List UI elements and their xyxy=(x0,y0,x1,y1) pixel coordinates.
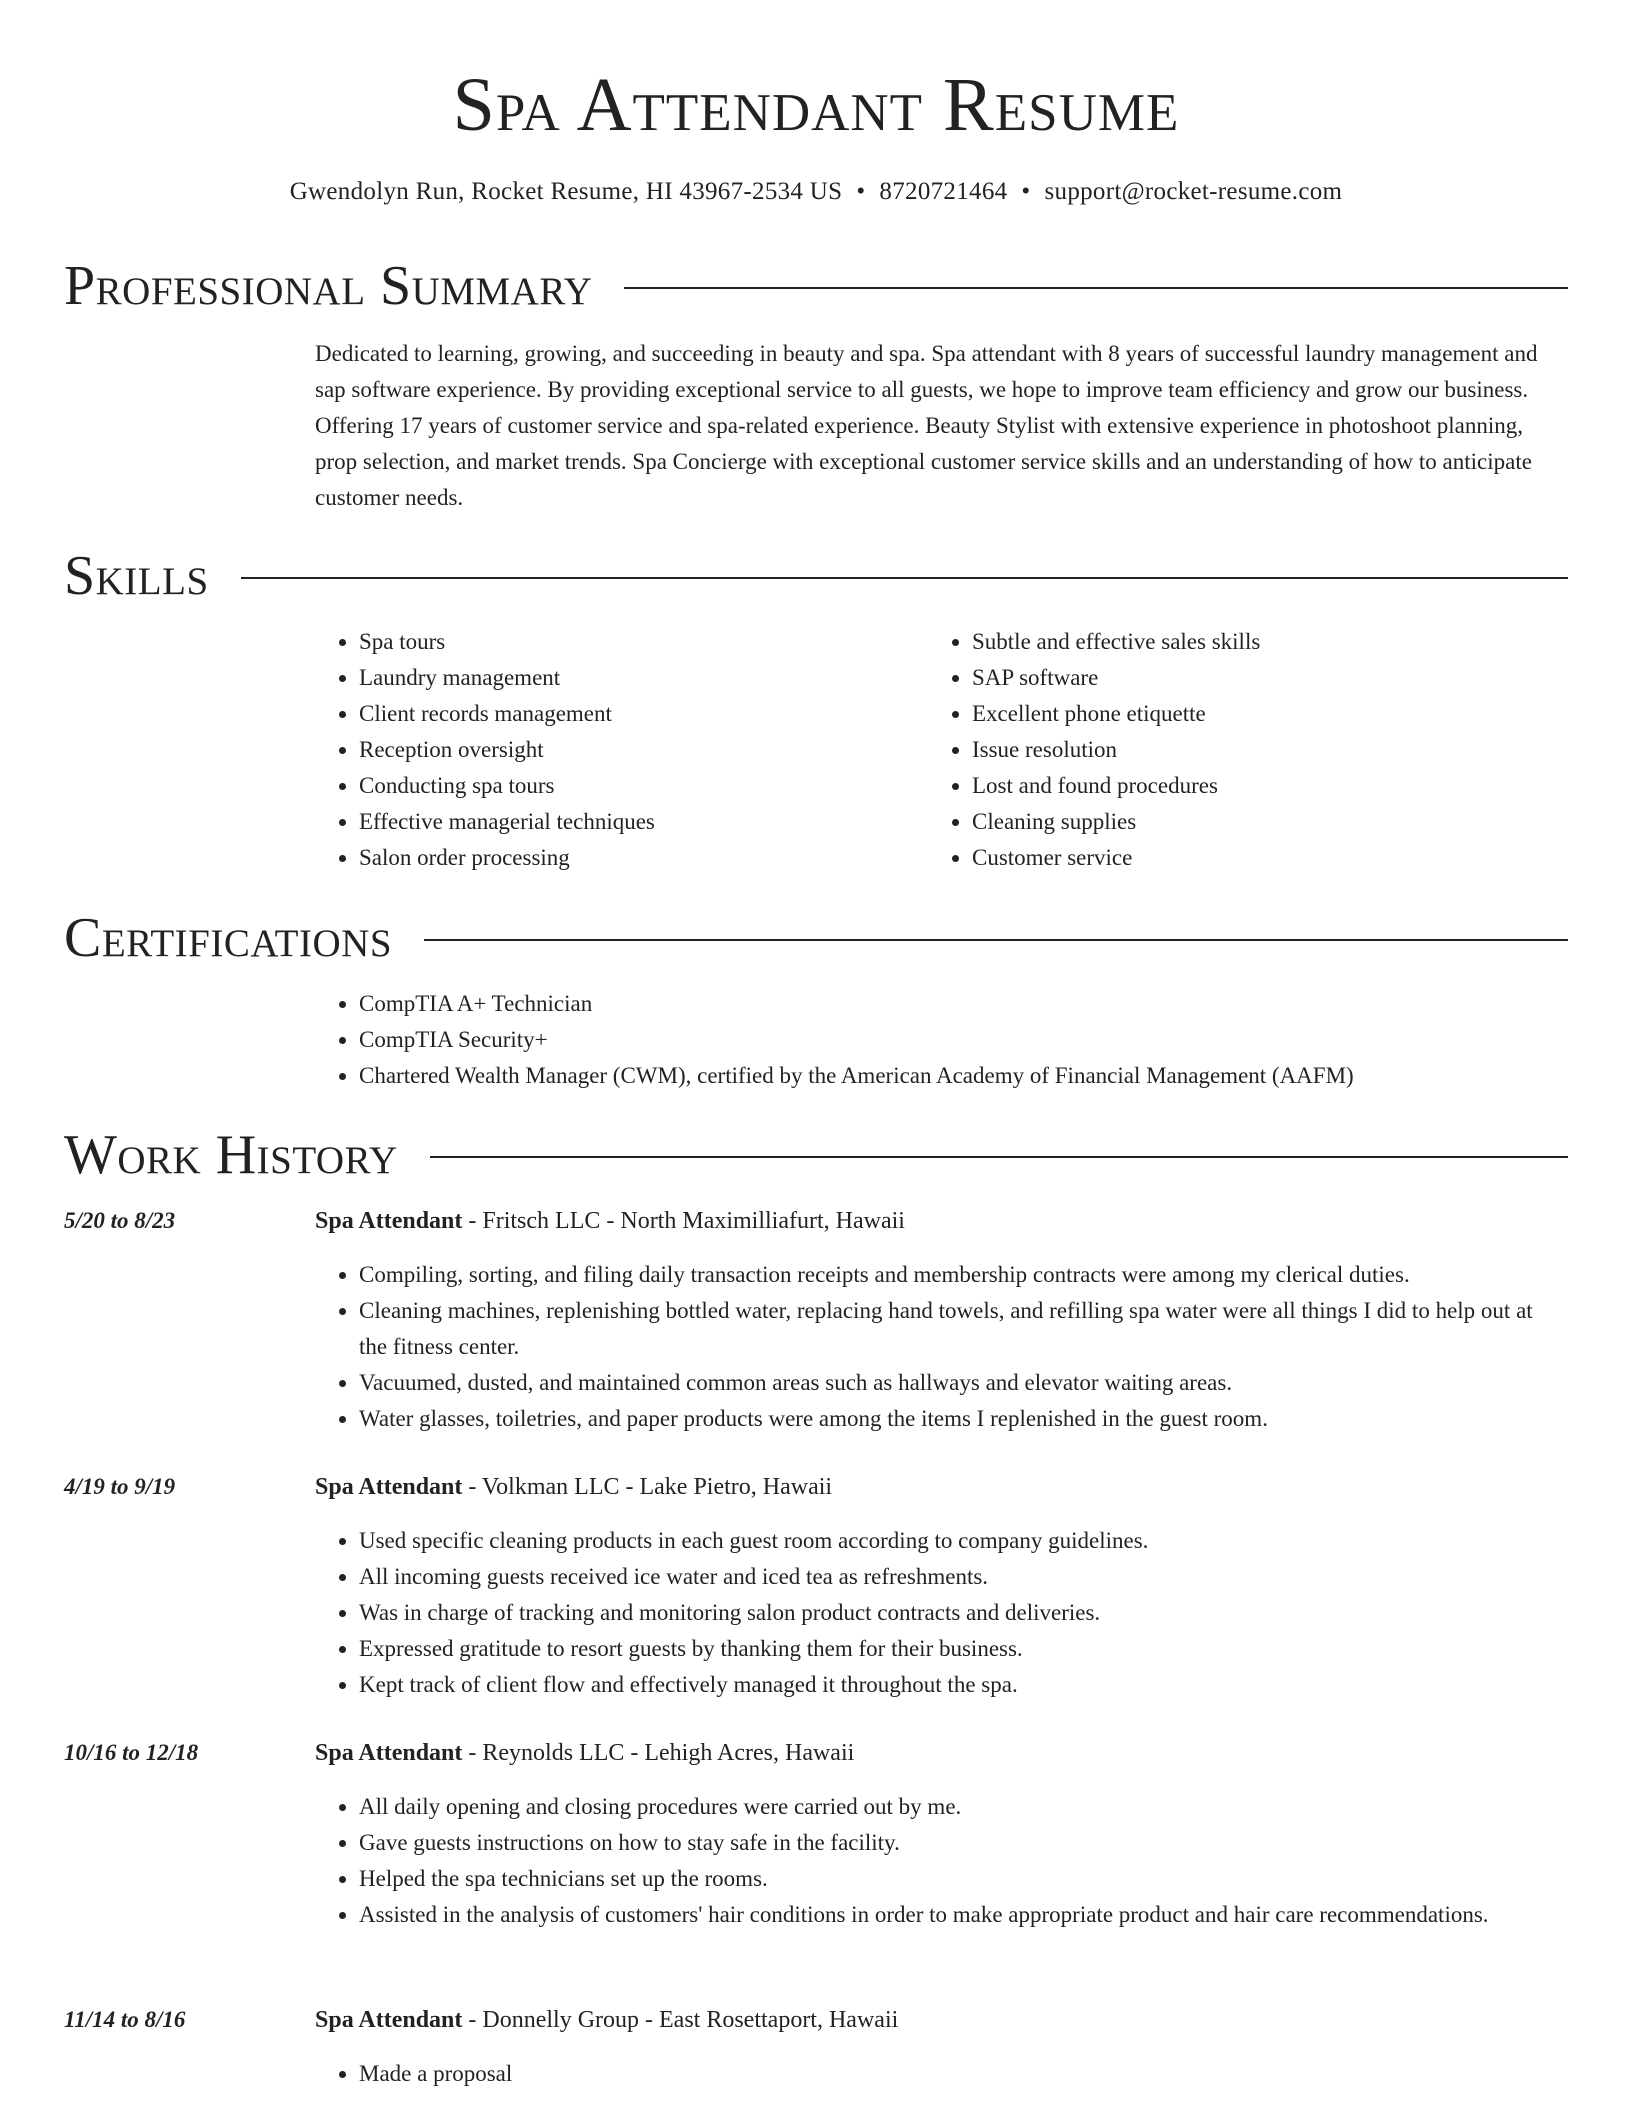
list-item: • Excellent phone etiquette xyxy=(972,696,1508,732)
list-item: • SAP software xyxy=(972,660,1508,696)
resume-title: Spa Attendant Resume xyxy=(452,63,1180,147)
list-item: • Chartered Wealth Manager (CWM), certified by the American Academy of Financial Management (AAFM) xyxy=(359,1058,1540,1094)
skills-list-left xyxy=(315,624,895,876)
list-item: • All incoming guests received ice water and iced tea as refreshments. xyxy=(359,1559,1545,1595)
contact-separator: • xyxy=(1021,178,1031,205)
section-divider xyxy=(430,1156,1568,1158)
job-employer-location: - Fritsch LLC - North Maximilliafurt, Hawaii xyxy=(462,1208,905,1234)
section-divider xyxy=(424,939,1568,941)
job-dates: 4/19 to 9/19 xyxy=(64,1474,176,1499)
contact-line xyxy=(0,174,1632,210)
section-title: Professional Summary xyxy=(64,255,593,317)
list-item: • Spa tours xyxy=(359,624,895,660)
job-dates: 5/20 to 8/23 xyxy=(64,1208,176,1233)
list-item: • Subtle and effective sales skills xyxy=(972,624,1508,660)
list-item: • Assisted in the analysis of customers' hair conditions in order to make appropriate product and hair care recommendations. xyxy=(359,1897,1545,1933)
job-employer-location: - Volkman LLC - Lake Pietro, Hawaii xyxy=(462,1474,833,1500)
list-item: • Cleaning machines, replenishing bottled water, replacing hand towels, and refilling spa water were all things I did to help out at the fitness center. xyxy=(359,1293,1545,1365)
list-item: • Compiling, sorting, and filing daily transaction receipts and membership contracts were among my clerical duties. xyxy=(359,1257,1545,1293)
list-item: • CompTIA Security+ xyxy=(359,1022,1540,1058)
job-heading xyxy=(315,2002,898,2038)
job-heading xyxy=(315,1735,854,1771)
certifications-list xyxy=(315,986,1540,1094)
list-item: • Made a proposal xyxy=(359,2056,1545,2092)
list-item: • Reception oversight xyxy=(359,732,895,768)
section-title: Certifications xyxy=(64,907,393,969)
list-item: • Kept track of client flow and effectively managed it throughout the spa. xyxy=(359,1667,1545,1703)
list-item: • Vacuumed, dusted, and maintained common areas such as hallways and elevator waiting areas. xyxy=(359,1365,1545,1401)
list-item: • Effective managerial techniques xyxy=(359,804,895,840)
job-title: Spa Attendant xyxy=(315,1474,463,1500)
contact-separator: • xyxy=(856,178,866,205)
list-item: • Customer service xyxy=(972,840,1508,876)
list-item: • Used specific cleaning products in each guest room according to company guidelines. xyxy=(359,1523,1545,1559)
job-title: Spa Attendant xyxy=(315,1740,463,1766)
list-item: • Client records management xyxy=(359,696,895,732)
work-history-section-heading xyxy=(64,1123,1568,1187)
job-employer-location: - Reynolds LLC - Lehigh Acres, Hawaii xyxy=(462,1740,855,1766)
contact-email: support@rocket-resume.com xyxy=(1044,178,1343,205)
job-dates: 11/14 to 8/16 xyxy=(64,2007,186,2032)
job-responsibilities xyxy=(315,1789,1545,1933)
list-item: • Lost and found procedures xyxy=(972,768,1508,804)
list-item: • Laundry management xyxy=(359,660,895,696)
list-item: • Expressed gratitude to resort guests by thanking them for their business. xyxy=(359,1631,1545,1667)
job-heading xyxy=(315,1469,832,1505)
list-item: • Issue resolution xyxy=(972,732,1508,768)
job-responsibilities xyxy=(315,1257,1545,1437)
job-dates: 10/16 to 12/18 xyxy=(64,1740,199,1765)
contact-phone: 8720721464 xyxy=(879,178,1008,205)
list-item: • CompTIA A+ Technician xyxy=(359,986,1540,1022)
list-item: • Salon order processing xyxy=(359,840,895,876)
section-divider xyxy=(241,577,1568,579)
skills-section-heading xyxy=(64,544,1568,608)
list-item: • Water glasses, toiletries, and paper products were among the items I replenished in the guest room. xyxy=(359,1401,1545,1437)
certifications-section-heading xyxy=(64,906,1568,970)
list-item: • Helped the spa technicians set up the rooms. xyxy=(359,1861,1545,1897)
section-title: Work History xyxy=(64,1124,398,1186)
summary-section-heading xyxy=(64,254,1568,318)
job-title: Spa Attendant xyxy=(315,1208,463,1234)
section-divider xyxy=(624,287,1568,289)
job-employer-location: - Donnelly Group - East Rosettaport, Hawaii xyxy=(462,2007,899,2033)
job-title: Spa Attendant xyxy=(315,2007,463,2033)
job-responsibilities xyxy=(315,2056,1545,2092)
section-title: Skills xyxy=(64,545,209,607)
list-item: • Was in charge of tracking and monitoring salon product contracts and deliveries. xyxy=(359,1595,1545,1631)
contact-address: Gwendolyn Run, Rocket Resume, HI 43967-2534 US xyxy=(289,178,843,205)
skills-list-right xyxy=(928,624,1508,876)
list-item: • Conducting spa tours xyxy=(359,768,895,804)
list-item: • Cleaning supplies xyxy=(972,804,1508,840)
job-responsibilities xyxy=(315,1523,1545,1703)
list-item: • Gave guests instructions on how to stay safe in the facility. xyxy=(359,1825,1545,1861)
list-item: • All daily opening and closing procedures were carried out by me. xyxy=(359,1789,1545,1825)
summary-text: Dedicated to learning, growing, and succeeding in beauty and spa. Spa attendant with 8 years of successful laundry management and sap software experience. By providing exceptional service to all guests, we hope to improve team efficiency and grow our business. Offering 17 years of customer service and spa-related experience. Beauty Stylist with extensive experience in photoshoot planning, prop selection, and market trends. Spa Concierge with exceptional customer service skills and an understanding of how to anticipate customer needs. xyxy=(315,341,1538,510)
job-heading xyxy=(315,1203,905,1239)
